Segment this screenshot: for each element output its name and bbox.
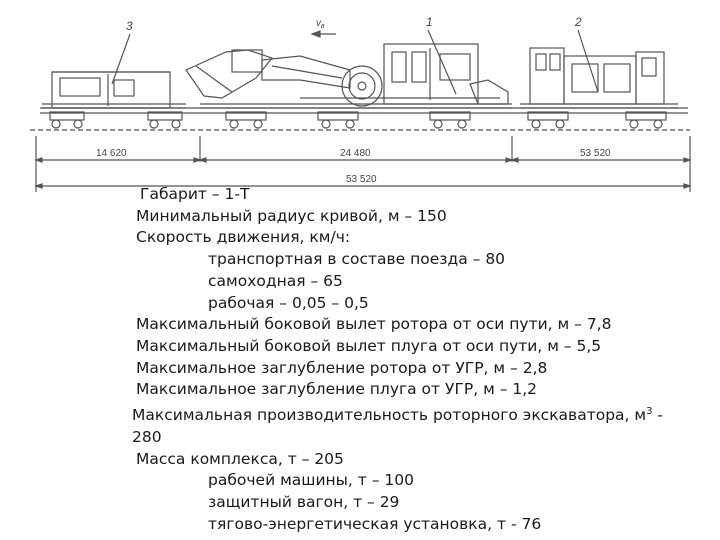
- callout-3: 3: [126, 19, 133, 33]
- rotor: [342, 66, 382, 106]
- spec-mass-work: рабочей машины, т – 100: [208, 471, 414, 490]
- spec-productivity-sup: 3: [646, 406, 653, 418]
- spec-plough-depth: Максимальное заглубление плуга от УГР, м – 1,2: [136, 380, 538, 399]
- spec-productivity-value: - 280: [132, 406, 663, 446]
- bogie: [528, 112, 666, 128]
- callout-2: 2: [575, 15, 582, 29]
- spec-gabarit: Габарит – 1-Т: [140, 185, 250, 203]
- direction-arrow-head: [312, 31, 320, 37]
- dim-right: 53 520: [580, 148, 611, 159]
- spec-mass-guard: защитный вагон, т – 29: [208, 493, 400, 511]
- speed-label: $v_в$: [316, 18, 325, 30]
- callout-leader: [578, 30, 598, 92]
- spec-speed-transport: транспортная в составе поезда – 80: [208, 250, 506, 269]
- spec-mass-traction: тягово-энергетическая установка, т - 76: [208, 514, 542, 533]
- dim-left: 14 620: [96, 148, 127, 159]
- spec-speed-work: рабочая – 0,05 – 0,5: [208, 293, 369, 312]
- spec-min-radius: Минимальный радиус кривой, м – 150: [136, 206, 447, 225]
- callout-leader: [112, 34, 130, 84]
- callout-1: 1: [426, 15, 433, 29]
- complex-diagram: [0, 0, 720, 195]
- spec-mass-total: Масса комплекса, т – 205: [136, 449, 344, 468]
- traction-unit: [520, 48, 678, 108]
- spec-rotor-depth: Максимальное заглубление ротора от УГР, м – 2,8: [136, 358, 548, 377]
- spec-speed-self: самоходная – 65: [208, 271, 343, 290]
- dim-mid: 24 480: [340, 148, 371, 159]
- callout-leader: [428, 30, 456, 94]
- dim-total: 53 520: [346, 174, 377, 185]
- spec-productivity: [132, 401, 692, 449]
- spec-productivity-text: Максимальная производительность роторного экскаватора, м: [132, 406, 647, 425]
- spec-speed-title: Скорость движения, км/ч:: [136, 228, 351, 247]
- working-machine: [186, 44, 512, 108]
- specifications-list: [132, 184, 696, 535]
- spec-plough-reach: Максимальный боковой вылет плуга от оси пути, м – 5,5: [136, 336, 602, 355]
- bogie: [50, 112, 182, 128]
- bogie: [226, 112, 470, 128]
- spec-rotor-reach: Максимальный боковой вылет ротора от оси пути, м – 7,8: [136, 315, 612, 334]
